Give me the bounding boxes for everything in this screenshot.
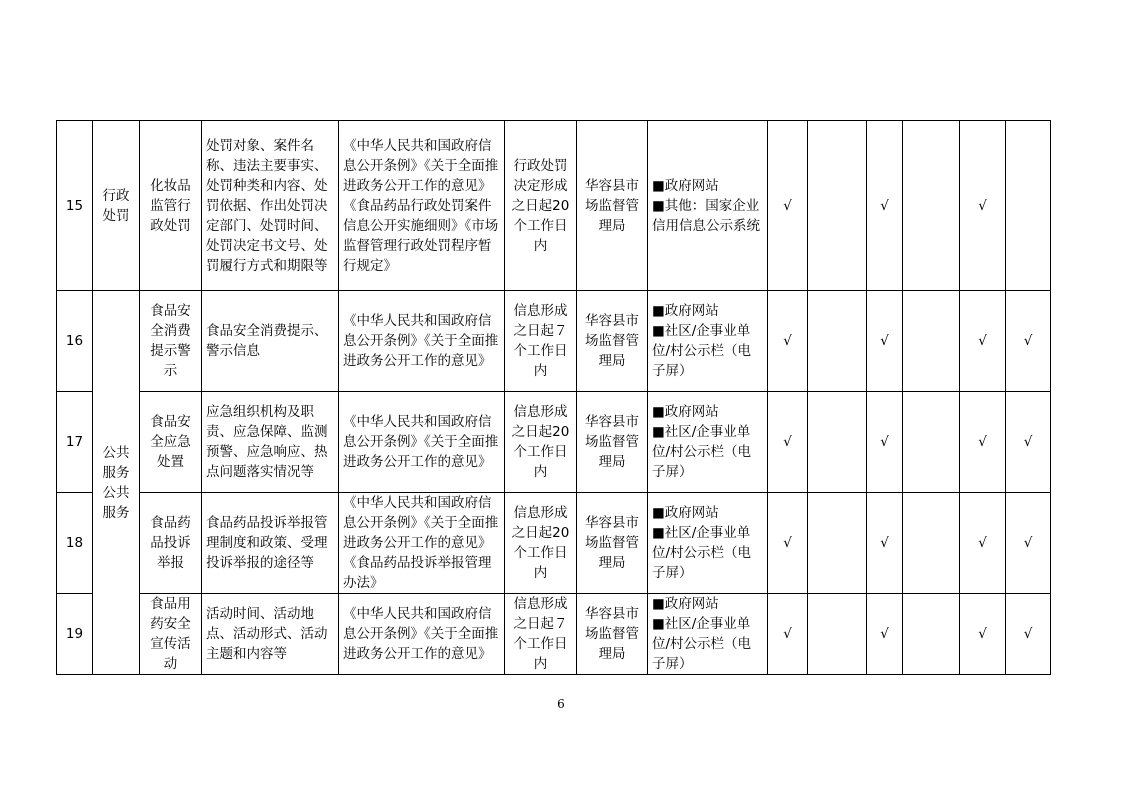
table-row [57,392,1051,493]
check-cell: √ [867,493,903,594]
row-number: 18 [57,493,93,594]
check-cell: √ [867,291,903,392]
check-cell: √ [768,392,808,493]
row-number: 16 [57,291,93,392]
table-row [57,594,1051,675]
check-cell [1006,121,1051,291]
check-cell: √ [768,121,808,291]
check-cell [808,392,867,493]
check-cell [903,493,960,594]
time-limit-cell: 信息形成之日起20个工作日内 [505,392,577,493]
item-cell: 化妆品监管行政处罚 [140,121,202,291]
subject-cell: 华容县市场监督管理局 [577,594,648,675]
check-cell: √ [1006,594,1051,675]
time-limit-cell: 信息形成之日起７个工作日内 [505,594,577,675]
basis-cell: 《中华人民共和国政府信息公开条例》《关于全面推进政务公开工作的意见》 [339,392,505,493]
channel-cell: ■政府网站 ■社区/企事业单位/村公示栏（电子屏） [648,392,768,493]
content-cell: 处罚对象、案件名称、违法主要事实、处罚种类和内容、处罚依据、作出处罚决定部门、处罚时间、处罚决定书文号、处罚履行方式和期限等 [202,121,339,291]
check-cell [808,121,867,291]
content-cell: 食品药品投诉举报管理制度和政策、受理投诉举报的途径等 [202,493,339,594]
content-cell: 食品安全消费提示、警示信息 [202,291,339,392]
table-row [57,291,1051,392]
check-cell [903,392,960,493]
channel-cell: ■政府网站 ■社区/企事业单位/村公示栏（电子屏） [648,291,768,392]
check-cell [903,291,960,392]
basis-cell: 《中华人民共和国政府信息公开条例》《关于全面推进政务公开工作的意见》《食品药品投诉举报管理办法》 [339,493,505,594]
check-cell: √ [867,392,903,493]
channel-cell: ■政府网站 ■社区/企事业单位/村公示栏（电子屏） [648,594,768,675]
check-cell: √ [768,493,808,594]
check-cell: √ [867,121,903,291]
row-number: 19 [57,594,93,675]
row-number: 15 [57,121,93,291]
check-cell: √ [960,121,1006,291]
check-cell: √ [960,291,1006,392]
time-limit-cell: 信息形成之日起20个工作日内 [505,493,577,594]
subject-cell: 华容县市场监督管理局 [577,291,648,392]
basis-cell: 《中华人民共和国政府信息公开条例》《关于全面推进政务公开工作的意见》 [339,594,505,675]
subject-cell: 华容县市场监督管理局 [577,392,648,493]
check-cell: √ [867,594,903,675]
check-cell [808,291,867,392]
content-cell: 活动时间、活动地点、活动形式、活动主题和内容等 [202,594,339,675]
check-cell [808,594,867,675]
category-cell: 公共服务公共服务 [93,291,140,675]
check-cell: √ [960,392,1006,493]
channel-cell: ■政府网站 ■其他：国家企业信用信息公示系统 [648,121,768,291]
disclosure-table [56,120,1051,675]
check-cell: √ [960,594,1006,675]
check-cell [903,121,960,291]
check-cell: √ [960,493,1006,594]
content-cell: 应急组织机构及职责、应急保障、监测预警、应急响应、热点问题落实情况等 [202,392,339,493]
check-cell: √ [1006,291,1051,392]
time-limit-cell: 信息形成之日起７个工作日内 [505,291,577,392]
check-cell: √ [1006,493,1051,594]
item-cell: 食品安全消费提示警示 [140,291,202,392]
basis-cell: 《中华人民共和国政府信息公开条例》《关于全面推进政务公开工作的意见》《食品药品行政处罚案件信息公开实施细则》《市场监督管理行政处罚程序暂行规定》 [339,121,505,291]
category-cell: 行政处罚 [93,121,140,291]
table-row [57,121,1051,291]
check-cell: √ [1006,392,1051,493]
table-row [57,493,1051,594]
item-cell: 食品药品投诉举报 [140,493,202,594]
subject-cell: 华容县市场监督管理局 [577,121,648,291]
check-cell: √ [768,291,808,392]
item-cell: 食品用药安全宣传活动 [140,594,202,675]
row-number: 17 [57,392,93,493]
check-cell: √ [768,594,808,675]
time-limit-cell: 行政处罚决定形成之日起20个工作日内 [505,121,577,291]
item-cell: 食品安全应急处置 [140,392,202,493]
subject-cell: 华容县市场监督管理局 [577,493,648,594]
page-number: 6 [557,697,565,711]
channel-cell: ■政府网站 ■社区/企事业单位/村公示栏（电子屏） [648,493,768,594]
check-cell [903,594,960,675]
basis-cell: 《中华人民共和国政府信息公开条例》《关于全面推进政务公开工作的意见》 [339,291,505,392]
check-cell [808,493,867,594]
